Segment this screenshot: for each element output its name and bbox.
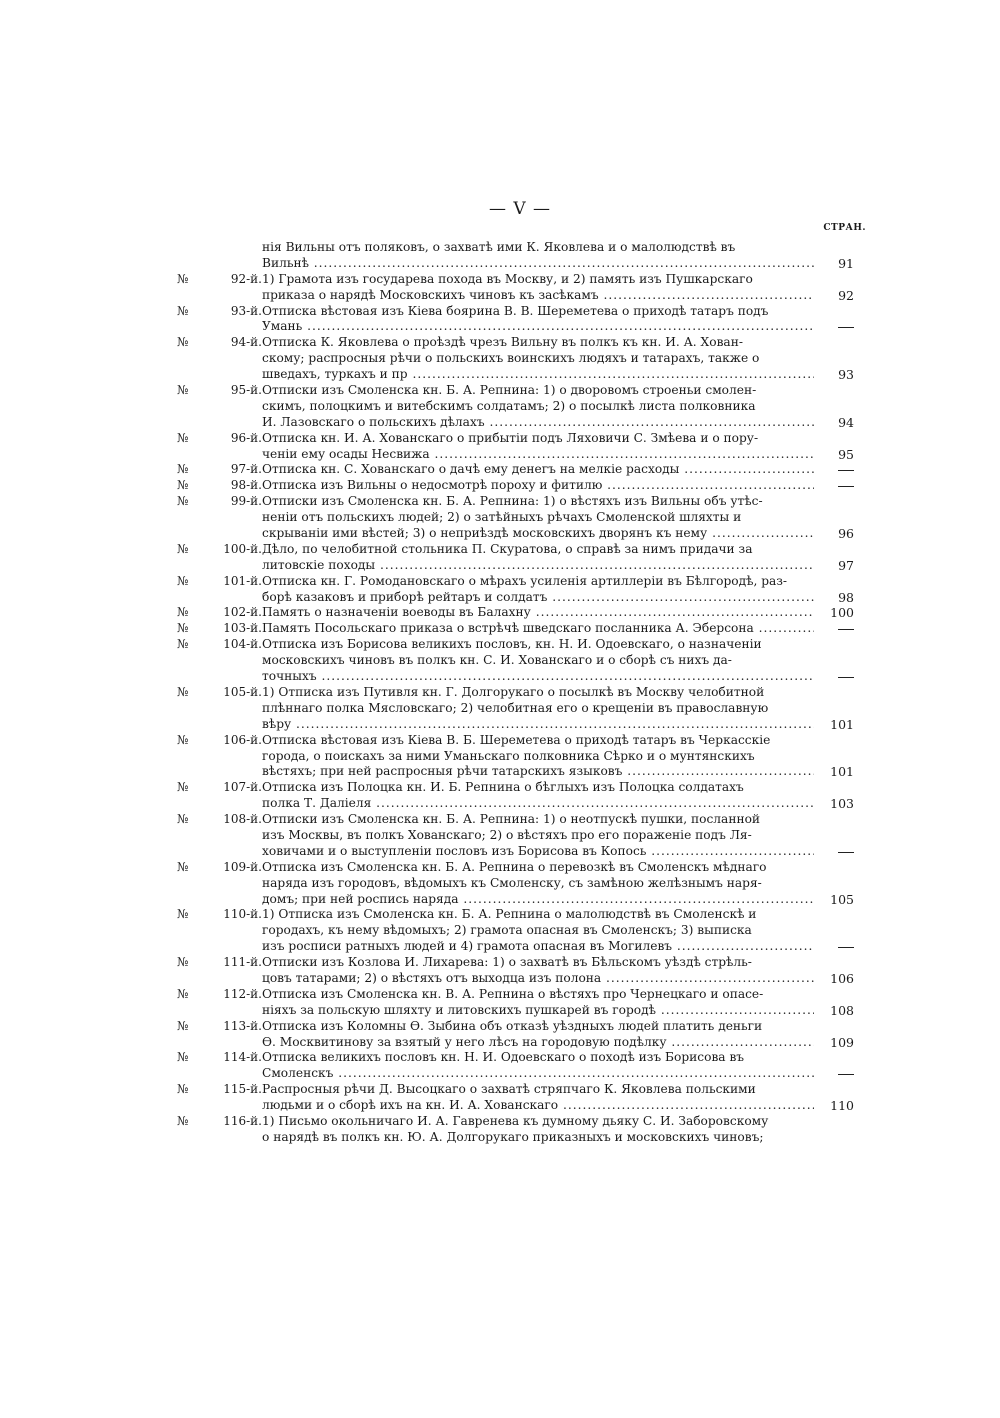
entry-text: нія Вильны отъ поляковъ, о захватѣ ими К. Яковлева и о малолюдствѣ въ xyxy=(262,240,736,254)
entry-text: города, о поискахъ за ними Уманьскаго полковника Сѣрко и о мунтянскихъ xyxy=(262,748,755,763)
entry-text: вѣстяхъ; при ней распросныя рѣчи татарскихъ языковъ ..... xyxy=(262,764,814,780)
number-sign: № xyxy=(177,684,189,699)
entry-text: ченіи ему осады Несвижа ..... xyxy=(262,447,814,463)
page-number: — V — xyxy=(488,199,552,219)
toc-line xyxy=(0,860,1000,876)
number-sign: № xyxy=(177,812,189,827)
entry-number: 110-й. xyxy=(223,907,262,922)
entry-text: приказа о нарядѣ Московскихъ чиновъ къ засѣкамъ ..... xyxy=(262,288,814,304)
no-page-dash xyxy=(838,1074,854,1075)
entry-text: Отписки изъ Смоленска кн. Б. А. Репнина: 1) о неотпускѣ пушки, посланной xyxy=(262,812,761,827)
toc-line xyxy=(0,574,1000,590)
toc-entry xyxy=(0,860,1000,908)
entry-text: Отписка кн. С. Хованскаго о дачѣ ему денегъ на мелкіе расходы ..... xyxy=(262,462,814,478)
number-sign: № xyxy=(177,478,189,493)
entry-number: 97-й. xyxy=(230,462,262,477)
page-ref: 93 xyxy=(838,367,854,383)
toc-line xyxy=(0,1130,1000,1146)
toc-entry xyxy=(0,605,1000,621)
number-sign: № xyxy=(177,335,189,350)
page-ref xyxy=(814,1066,854,1082)
toc-line xyxy=(0,923,1000,939)
toc-line xyxy=(0,462,1000,478)
toc-entry xyxy=(0,304,1000,336)
number-sign: № xyxy=(177,986,189,1001)
entry-number: 94-й. xyxy=(230,335,262,350)
toc-line xyxy=(0,621,1000,637)
entry-text: Отписка кн. Г. Ромодановскаго о мѣрахъ усиленія артиллеріи въ Бѣлгородѣ, раз- xyxy=(262,573,788,588)
page-ref: 108 xyxy=(830,1002,854,1018)
page-ref: 98 xyxy=(838,589,854,605)
toc-line xyxy=(0,415,1000,431)
toc-line xyxy=(0,1019,1000,1035)
number-sign: № xyxy=(177,732,189,747)
page-ref xyxy=(814,319,854,335)
number-sign: № xyxy=(177,494,189,509)
entry-number: 111-й. xyxy=(223,955,262,970)
entry-number: 104-й. xyxy=(223,637,262,652)
no-page-dash xyxy=(838,327,854,328)
entry-number: 103-й. xyxy=(223,621,262,636)
entry-text: Память о назначеніи воеводы въ Балахну ..... xyxy=(262,605,814,621)
page-ref xyxy=(814,621,854,637)
toc-line xyxy=(0,987,1000,1003)
number-sign: № xyxy=(177,859,189,874)
entry-text: Распросныя рѣчи Д. Высоцкаго о захватѣ стряпчаго К. Яковлева польскими xyxy=(262,1082,756,1097)
entry-text: полка Т. Даліеля ..... xyxy=(262,796,814,812)
page-ref: 110 xyxy=(830,1098,854,1114)
number-sign: № xyxy=(177,1050,189,1065)
entry-number: 95-й. xyxy=(230,383,262,398)
toc-line xyxy=(0,447,1000,463)
toc-line xyxy=(0,812,1000,828)
number-sign: № xyxy=(177,1082,189,1097)
entry-number: 100-й. xyxy=(223,541,262,556)
entry-text: Отписка вѣстовая изъ Кіева боярина В. В. Шереметева о приходѣ татаръ подъ xyxy=(262,303,769,318)
toc-line xyxy=(0,304,1000,320)
entry-text: Смоленскъ ..... xyxy=(262,1066,814,1082)
entry-text: ховичами и о выступленіи пословъ изъ Борисова въ Копось ..... xyxy=(262,844,814,860)
toc-line xyxy=(0,955,1000,971)
toc-line xyxy=(0,669,1000,685)
number-sign: № xyxy=(177,955,189,970)
entry-text: Отписка К. Яковлева о проѣздѣ чрезъ Вильну въ полкъ къ кн. И. А. Хован- xyxy=(262,335,743,350)
page-ref: 91 xyxy=(838,255,854,271)
toc-line xyxy=(0,1098,1000,1114)
entry-text: наряда изъ городовъ, вѣдомыхъ къ Смоленску, съ замѣною желѣзнымъ наря- xyxy=(262,875,762,890)
entry-text: скому; распросныя рѣчи о польскихъ воинскихъ людяхъ и татарахъ, также о xyxy=(262,351,760,366)
toc-line xyxy=(0,764,1000,780)
toc-line xyxy=(0,335,1000,351)
entry-text: шведахъ, туркахъ и пр ..... xyxy=(262,367,814,383)
entry-text: о нарядѣ въ полкъ кн. Ю. А. Долгорукаго приказныхъ и московскихъ чиновъ; xyxy=(262,1129,764,1144)
number-sign: № xyxy=(177,462,189,477)
toc-line xyxy=(0,717,1000,733)
no-page-dash xyxy=(838,470,854,471)
toc-entry xyxy=(0,637,1000,685)
entry-text: Отписка вѣстовая изъ Кіева В. Б. Шереметева о приходѣ татаръ въ Черкасскіе xyxy=(262,732,771,747)
toc-entry xyxy=(0,1082,1000,1114)
page-ref: 109 xyxy=(830,1034,854,1050)
toc-entry xyxy=(0,621,1000,637)
toc-line xyxy=(0,288,1000,304)
page-ref: 101 xyxy=(830,716,854,732)
entry-text: Умань ..... xyxy=(262,319,814,335)
entry-text: 1) Отписка изъ Путивля кн. Г. Долгорукаго о посылкѣ въ Москву челобитной xyxy=(262,684,765,699)
toc-line xyxy=(0,780,1000,796)
toc-entry xyxy=(0,987,1000,1019)
entry-number: 116-й. xyxy=(223,1113,262,1128)
toc-line xyxy=(0,1003,1000,1019)
toc-line xyxy=(0,240,1000,256)
entry-text: Память Посольскаго приказа о встрѣчѣ шведскаго посланника А. Эберсона ..... xyxy=(262,621,814,637)
table-of-contents xyxy=(0,240,1000,1146)
toc-entry xyxy=(0,1050,1000,1082)
entry-number: 107-й. xyxy=(223,780,262,795)
entry-text: Отписка изъ Смоленска кн. В. А. Репнина о вѣстяхъ про Чернецкаго и опасе- xyxy=(262,986,764,1001)
number-sign: № xyxy=(177,541,189,556)
entry-text: Отписка изъ Вильны о недосмотрѣ пороху и фитилю ..... xyxy=(262,478,814,494)
page-ref: 94 xyxy=(838,414,854,430)
toc-entry xyxy=(0,494,1000,542)
toc-line xyxy=(0,637,1000,653)
entry-text: 1) Грамота изъ государева похода въ Москву, и 2) память изъ Пушкарскаго xyxy=(262,271,753,286)
entry-text: 1) Отписка изъ Смоленска кн. Б. А. Репнина о малолюдствѣ въ Смоленскѣ и xyxy=(262,907,757,922)
toc-entry xyxy=(0,907,1000,955)
toc-entry xyxy=(0,780,1000,812)
entry-text: плѣннаго полка Мясловскаго; 2) челобитная его о крещеніи въ православную xyxy=(262,700,769,715)
page-ref xyxy=(814,478,854,494)
page-ref: 92 xyxy=(838,287,854,303)
toc-line xyxy=(0,796,1000,812)
entry-text: городахъ, къ нему вѣдомыхъ; 2) грамота опасная въ Смоленскъ; 3) выписка xyxy=(262,923,752,938)
number-sign: № xyxy=(177,621,189,636)
entry-text: неніи отъ польскихъ людей; 2) о затѣйныхъ рѣчахъ Смоленской шляхты и xyxy=(262,510,742,525)
entry-text: борѣ казаковъ и приборѣ рейтаръ и солдатъ ..... xyxy=(262,590,814,606)
number-sign: № xyxy=(177,780,189,795)
toc-line xyxy=(0,1082,1000,1098)
toc-entry xyxy=(0,383,1000,431)
number-sign: № xyxy=(177,1113,189,1128)
page-ref: 105 xyxy=(830,891,854,907)
entry-number: 113-й. xyxy=(223,1018,262,1033)
toc-line xyxy=(0,876,1000,892)
toc-entry xyxy=(0,812,1000,860)
entry-number: 105-й. xyxy=(223,684,262,699)
no-page-dash xyxy=(838,947,854,948)
page-ref: 97 xyxy=(838,557,854,573)
page-ref: 103 xyxy=(830,796,854,812)
toc-entry xyxy=(0,1114,1000,1146)
number-sign: № xyxy=(177,271,189,286)
toc-line xyxy=(0,701,1000,717)
toc-line xyxy=(0,653,1000,669)
toc-line xyxy=(0,272,1000,288)
page-ref xyxy=(814,669,854,685)
toc-line xyxy=(0,1066,1000,1082)
toc-entry xyxy=(0,240,1000,272)
toc-line xyxy=(0,749,1000,765)
entry-number: 99-й. xyxy=(230,494,262,509)
entry-number: 106-й. xyxy=(223,732,262,747)
page-ref: 101 xyxy=(830,764,854,780)
entry-text: Отписка изъ Полоцка кн. И. Б. Репнина о бѣглыхъ изъ Полоцка солдатахъ xyxy=(262,780,744,795)
entry-text: 1) Письмо окольничаго И. А. Гавренева къ думному дьяку С. И. Заборовскому xyxy=(262,1113,769,1128)
toc-line xyxy=(0,431,1000,447)
toc-line xyxy=(0,1035,1000,1051)
toc-entry xyxy=(0,431,1000,463)
toc-line xyxy=(0,828,1000,844)
toc-line xyxy=(0,256,1000,272)
toc-entry xyxy=(0,955,1000,987)
entry-number: 96-й. xyxy=(230,430,262,445)
toc-entry xyxy=(0,685,1000,733)
entry-text: Отписка изъ Смоленска кн. Б. А. Репнина о перевозкѣ въ Смоленскъ мѣднаго xyxy=(262,859,767,874)
page-ref xyxy=(814,844,854,860)
toc-line xyxy=(0,971,1000,987)
no-page-dash xyxy=(838,677,854,678)
toc-line xyxy=(0,383,1000,399)
toc-line xyxy=(0,907,1000,923)
entry-number: 98-й. xyxy=(230,478,262,493)
toc-entry xyxy=(0,1019,1000,1051)
entry-number: 109-й. xyxy=(223,859,262,874)
entry-text: Отписка изъ Коломны Ѳ. Зыбина объ отказѣ уѣздныхъ людей платить деньги xyxy=(262,1018,763,1033)
number-sign: № xyxy=(177,907,189,922)
page-ref xyxy=(814,939,854,955)
entry-text: Отписки изъ Смоленска кн. Б. А. Репнина: 1) о дворовомъ строеньи смолен- xyxy=(262,383,757,398)
entry-number: 114-й. xyxy=(223,1050,262,1065)
toc-line xyxy=(0,1114,1000,1130)
entry-text: ніяхъ за польскую шляхту и литовскихъ пушкарей въ городѣ ..... xyxy=(262,1003,814,1019)
entry-number: 102-й. xyxy=(223,605,262,620)
number-sign: № xyxy=(177,1018,189,1033)
toc-line xyxy=(0,892,1000,908)
entry-text: Отписки изъ Смоленска кн. Б. А. Репнина: 1) о вѣстяхъ изъ Вильны объ утѣс- xyxy=(262,494,763,509)
toc-line xyxy=(0,399,1000,415)
toc-line xyxy=(0,494,1000,510)
entry-text: вѣру ..... xyxy=(262,717,814,733)
toc-line xyxy=(0,733,1000,749)
toc-line xyxy=(0,526,1000,542)
entry-text: Отписка кн. И. А. Хованскаго о прибытіи подъ Ляховичи С. Змѣева и о пору- xyxy=(262,430,759,445)
toc-line xyxy=(0,367,1000,383)
entry-text: московскихъ чиновъ въ полкъ кн. С. И. Хованскаго и о сборѣ съ нихъ да- xyxy=(262,653,732,668)
no-page-dash xyxy=(838,629,854,630)
toc-line xyxy=(0,558,1000,574)
entry-text: Отписки изъ Козлова И. Лихарева: 1) о захватѣ въ Бѣльскомъ уѣздѣ стрѣль- xyxy=(262,955,752,970)
entry-text: людьми и о сборѣ ихъ на кн. И. А. Хованскаго ..... xyxy=(262,1098,814,1114)
page-ref xyxy=(814,462,854,478)
entry-text: цовъ татарами; 2) о вѣстяхъ отъ выходца изъ полона ..... xyxy=(262,971,814,987)
toc-line xyxy=(0,844,1000,860)
entry-number: 108-й. xyxy=(223,812,262,827)
toc-line xyxy=(0,510,1000,526)
toc-line xyxy=(0,542,1000,558)
toc-line xyxy=(0,590,1000,606)
entry-text: точныхъ ..... xyxy=(262,669,814,685)
no-page-dash xyxy=(838,486,854,487)
toc-line xyxy=(0,319,1000,335)
entry-text: Отписка изъ Борисова великихъ пословъ, кн. Н. И. Одоевскаго, о назначеніи xyxy=(262,637,762,652)
toc-line xyxy=(0,1050,1000,1066)
toc-entry xyxy=(0,335,1000,383)
toc-entry xyxy=(0,478,1000,494)
toc-entry xyxy=(0,542,1000,574)
entry-number: 101-й. xyxy=(223,573,262,588)
toc-line xyxy=(0,351,1000,367)
number-sign: № xyxy=(177,605,189,620)
entry-text: изъ росписи ратныхъ людей и 4) грамота опасная въ Могилевъ ..... xyxy=(262,939,814,955)
entry-text: Ѳ. Москвитинову за взятый у него лѣсъ на городовую подѣлку ..... xyxy=(262,1035,814,1051)
entry-number: 112-й. xyxy=(223,986,262,1001)
no-page-dash xyxy=(838,852,854,853)
entry-text: Вильнѣ ..... xyxy=(262,256,814,272)
entry-number: 93-й. xyxy=(230,303,262,318)
toc-line xyxy=(0,685,1000,701)
page-ref: 106 xyxy=(830,970,854,986)
toc-entry xyxy=(0,574,1000,606)
page-ref: 100 xyxy=(830,605,854,621)
number-sign: № xyxy=(177,383,189,398)
toc-line xyxy=(0,478,1000,494)
number-sign: № xyxy=(177,430,189,445)
page-ref: 96 xyxy=(838,526,854,542)
entry-text: И. Лазовскаго о польскихъ дѣлахъ ..... xyxy=(262,415,814,431)
entry-number: 115-й. xyxy=(223,1082,262,1097)
entry-text: домъ; при ней роспись наряда ..... xyxy=(262,892,814,908)
page-column-label: СТРАН. xyxy=(823,223,866,233)
entry-text: изъ Москвы, въ полкъ Хованскаго; 2) о вѣстяхъ про его пораженіе подъ Ля- xyxy=(262,827,752,842)
entry-text: скимъ, полоцкимъ и витебскимъ солдатамъ; 2) о посылкѣ листа полковника xyxy=(262,398,756,413)
toc-line xyxy=(0,605,1000,621)
entry-text: Отписка великихъ пословъ кн. Н. И. Одоевскаго о походѣ изъ Борисова въ xyxy=(262,1050,745,1065)
entry-text: литовскіе походы ..... xyxy=(262,558,814,574)
toc-entry xyxy=(0,733,1000,781)
toc-line xyxy=(0,939,1000,955)
number-sign: № xyxy=(177,303,189,318)
page-ref: 95 xyxy=(838,446,854,462)
entry-text: скрываніи ими вѣстей; 3) о неприѣздѣ московскихъ дворянъ къ нему ..... xyxy=(262,526,814,542)
toc-entry xyxy=(0,462,1000,478)
number-sign: № xyxy=(177,637,189,652)
toc-entry xyxy=(0,272,1000,304)
entry-text: Дѣло, по челобитной стольника П. Скуратова, о справѣ за нимъ придачи за xyxy=(262,541,753,556)
number-sign: № xyxy=(177,573,189,588)
entry-number: 92-й. xyxy=(230,271,262,286)
